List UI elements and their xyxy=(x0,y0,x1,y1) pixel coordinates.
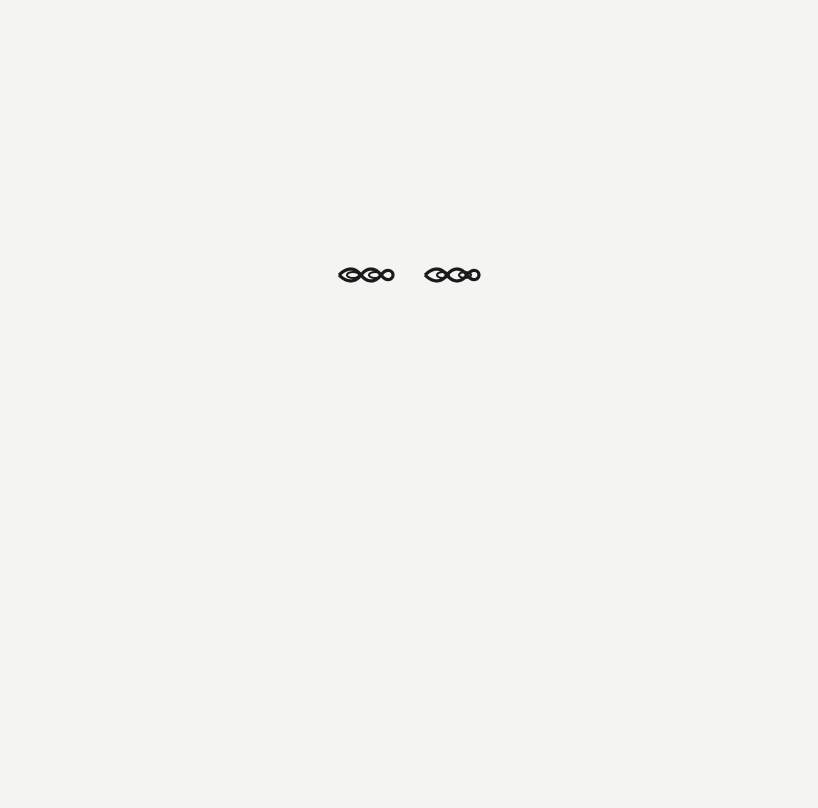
specialties-heading xyxy=(0,262,818,288)
rope-knot-left-icon xyxy=(337,265,395,285)
sorbets-line xyxy=(33,777,813,795)
rope-knot-right-icon xyxy=(423,265,481,285)
